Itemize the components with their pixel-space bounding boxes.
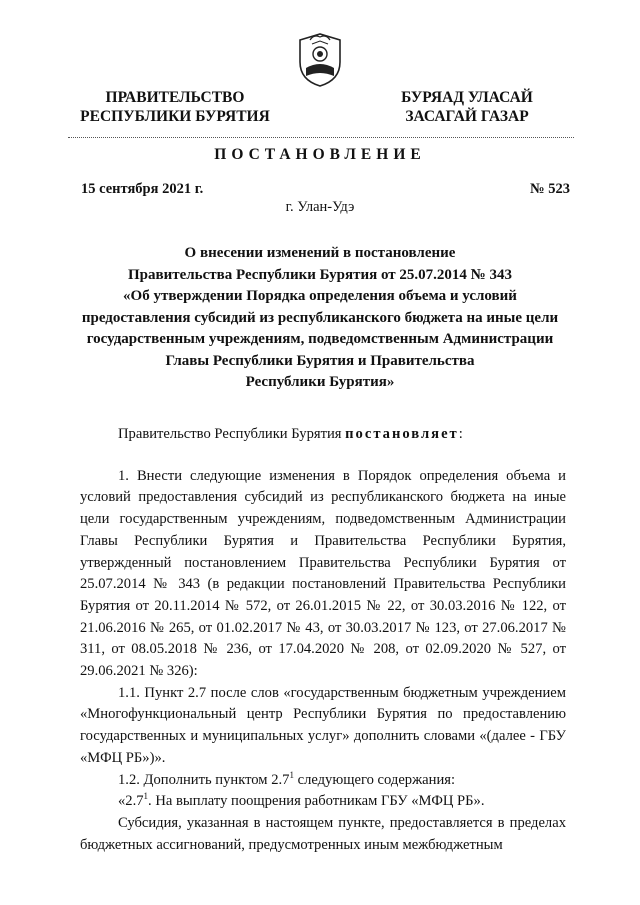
header-left-line2: РЕСПУБЛИКИ БУРЯТИЯ bbox=[80, 108, 270, 125]
document-body bbox=[80, 424, 566, 856]
header-left-line1: ПРАВИТЕЛЬСТВО bbox=[105, 89, 245, 106]
document-number: № 523 bbox=[530, 181, 570, 197]
title-line: государственным учреждениям, подведомственным Администрации bbox=[86, 331, 554, 347]
p3-suffix: следующего содержания: bbox=[293, 771, 456, 788]
header-right-line2: ЗАСАГАЙ ГАЗАР bbox=[405, 108, 529, 125]
title-line: предоставления субсидий из республиканского бюджета на иные цели bbox=[81, 309, 559, 326]
intro-paragraph bbox=[80, 424, 566, 446]
p4-superscript: 1 bbox=[143, 791, 149, 802]
title-line: «Об утверждении Порядка определения объема и условий bbox=[123, 288, 517, 304]
header-right-line1: БУРЯАД УЛАСАЙ bbox=[401, 89, 533, 106]
document-type: ПОСТАНОВЛЕНИЕ bbox=[214, 146, 426, 163]
document-city: г. Улан-Удэ bbox=[285, 199, 355, 215]
title-line: Главы Республики Бурятия и Правительства bbox=[165, 352, 475, 369]
paragraph-2-7-1 bbox=[80, 791, 566, 813]
header-divider bbox=[68, 137, 574, 138]
p4-text: «2.7 bbox=[118, 793, 144, 810]
paragraph-1-1: 1.1. Пункт 2.7 после слов «государственным бюджетным учреждением «Многофункциональный центр Республики Бурятия по предоставлению государственных и муниципальных услуг» дополнить словами «(далее - ГБУ «МФЦ РБ»)». bbox=[80, 684, 566, 766]
intro-colon: : bbox=[458, 426, 463, 442]
p4-suffix: . На выплату поощрения работникам ГБУ «МФЦ РБ». bbox=[148, 793, 485, 810]
intro-text: Правительство Республики Бурятия bbox=[118, 426, 346, 442]
header-government-bua bbox=[362, 88, 572, 126]
paragraph-1: 1. Внести следующие изменения в Порядок определения объема и условий предоставления субсидий из республиканского бюджета на иные цели государственным учреждениям, подведомственным Администрации Главы Республики Бурятия и Правительства Республики Бурятия, утвержденный постановлением Правительства Республики Бурятия от 25.07.2014 № 343 (в редакции постановлений Правительства Республики Бурятия от 20.11.2014 № 572, от 26.01.2015 № 22, от 30.03.2016 № 122, от 21.06.2016 № 265, от 01.02.2017 № 43, от 30.03.2017 № 123, от 27.06.2017 № 311, от 08.05.2018 № 236, от 17.04.2020 № 208, от 02.09.2020 № 527, от 29.06.2021 № 326): bbox=[80, 467, 566, 680]
paragraph-1-2 bbox=[80, 770, 566, 792]
document-date: 15 сентября 2021 г. bbox=[81, 181, 204, 197]
intro-resolves: постановляет bbox=[345, 426, 459, 442]
title-line: О внесении изменений в постановление bbox=[184, 245, 456, 261]
paragraph-subsidy: Субсидия, указанная в настоящем пункте, предоставляется в пределах бюджетных ассигнований, предусмотренных иным межбюджетным bbox=[80, 814, 566, 853]
header-government-ru bbox=[70, 88, 280, 126]
p3-superscript: 1 bbox=[289, 769, 294, 780]
title-line: Правительства Республики Бурятия от 25.07.2014 № 343 bbox=[127, 266, 512, 283]
p3-text: 1.2. Дополнить пунктом 2.7 bbox=[118, 771, 290, 788]
coat-of-arms-icon bbox=[296, 30, 344, 88]
document-title bbox=[60, 243, 580, 394]
title-line: Республики Бурятия» bbox=[245, 374, 395, 390]
